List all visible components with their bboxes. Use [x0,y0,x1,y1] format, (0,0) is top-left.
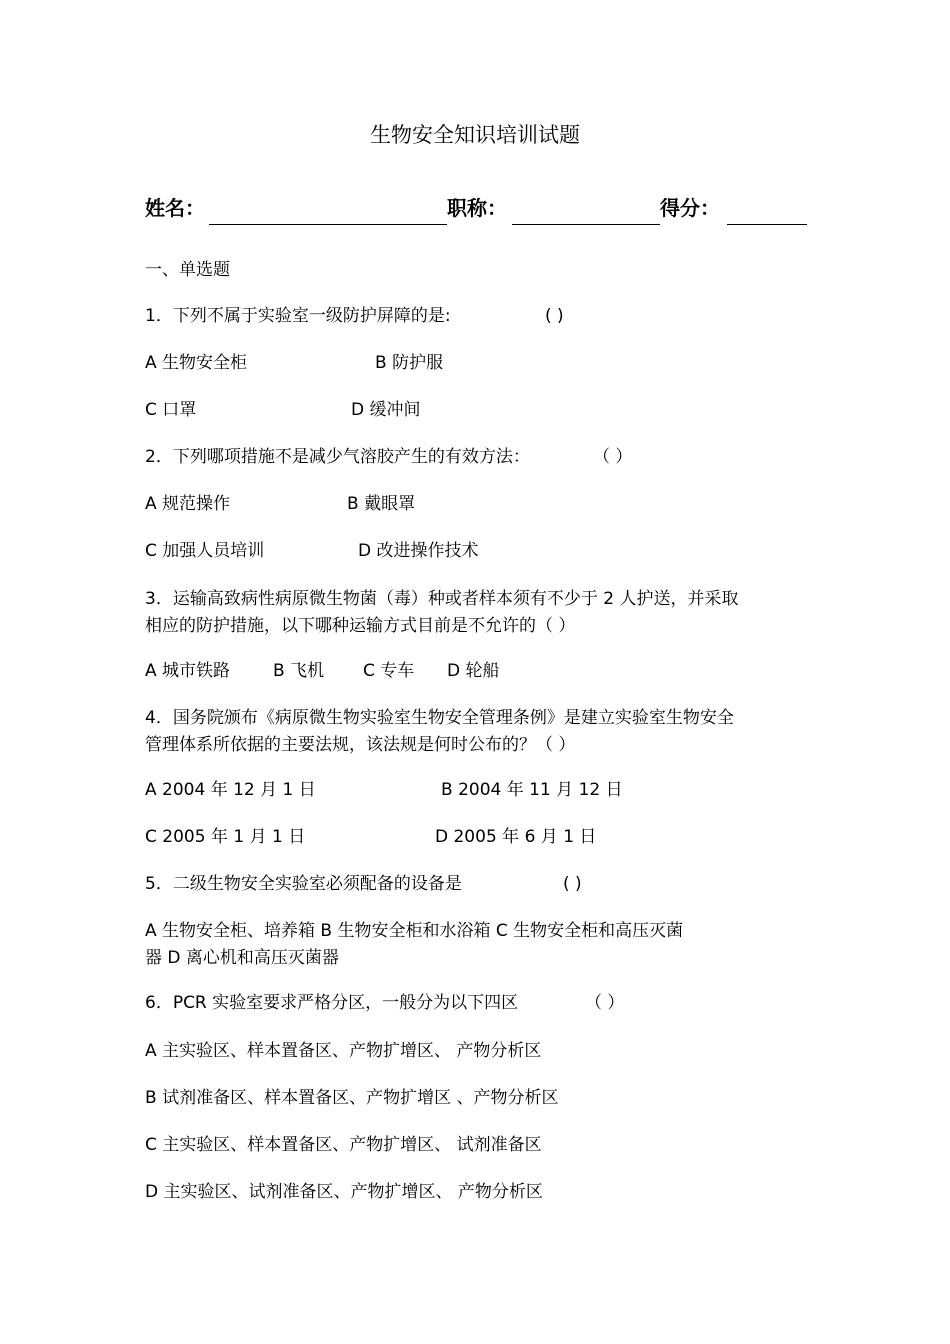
q6-option-a[interactable]: A 主实验区、样本置备区、产物扩增区、 产物分析区 [145,1041,542,1061]
question-4-stem-line-1: 4．国务院颁布《病原微生物实验室生物安全管理条例》是建立实验室生物安全 [145,708,734,728]
q3-option-d[interactable]: D 轮船 [447,661,500,681]
q4-option-d[interactable]: D 2005 年 6 月 1 日 [435,827,597,847]
q4-option-a[interactable]: A 2004 年 12 月 1 日 [145,780,316,800]
question-2-answer-paren[interactable]: （ ） [593,447,633,467]
question-3-stem-line-1: 3．运输高致病性病原微生物菌（毒）种或者样本须有不少于 2 人护送，并采取 [145,589,739,609]
question-5-stem [145,871,582,897]
q1-option-c[interactable]: C 口罩 [145,400,197,420]
q2-option-b[interactable]: B 戴眼罩 [347,494,416,514]
question-1-stem [145,303,564,329]
question-5-answer-paren[interactable]: ( ) [563,874,582,894]
q3-option-b[interactable]: B 飞机 [273,661,325,681]
question-1-text: 1．下列不属于实验室一级防护屏障的是: [145,306,451,326]
q1-option-d[interactable]: D 缓冲间 [351,400,421,420]
question-2-stem [145,444,633,470]
question-3-stem-line-2: 相应的防护措施，以下哪种运输方式目前是不允许的（ ） [145,616,576,636]
question-5-text: 5．二级生物安全实验室必须配备的设备是 [145,874,462,894]
name-blank[interactable] [209,224,447,225]
q2-option-a[interactable]: A 规范操作 [145,494,231,514]
question-2-text: 2．下列哪项措施不是减少气溶胶产生的有效方法： [145,447,530,467]
question-6-stem [145,990,625,1016]
q4-option-b[interactable]: B 2004 年 11 月 12 日 [441,780,623,800]
title-blank[interactable] [512,224,660,225]
section-heading: 一、单选题 [145,260,230,280]
document-title: 生物安全知识培训试题 [370,123,580,147]
q3-option-a[interactable]: A 城市铁路 [145,661,231,681]
question-5-options-line-1[interactable]: A 生物安全柜、培养箱 B 生物安全柜和水浴箱 C 生物安全柜和高压灭菌 [145,921,684,941]
question-6-text: 6．PCR 实验室要求严格分区，一般分为以下四区 [145,993,519,1013]
score-label: 得分： [660,196,720,220]
q2-option-c[interactable]: C 加强人员培训 [145,541,265,561]
q6-option-d[interactable]: D 主实验区、试剂准备区、产物扩增区、 产物分析区 [145,1182,543,1202]
q1-option-b[interactable]: B 防护服 [375,353,444,373]
question-6-answer-paren[interactable]: （ ） [585,993,625,1013]
q2-option-d[interactable]: D 改进操作技术 [358,541,479,561]
q6-option-c[interactable]: C 主实验区、样本置备区、产物扩增区、 试剂准备区 [145,1135,542,1155]
q1-option-a[interactable]: A 生物安全柜 [145,353,248,373]
q6-option-b[interactable]: B 试剂准备区、样本置备区、产物扩增区 、产物分析区 [145,1088,559,1108]
q4-option-c[interactable]: C 2005 年 1 月 1 日 [145,827,306,847]
score-blank[interactable] [727,224,807,225]
question-5-options-line-2[interactable]: 器 D 离心机和高压灭菌器 [145,948,339,968]
question-4-stem-line-2: 管理体系所依据的主要法规，该法规是何时公布的？（ ） [145,735,576,755]
title-label: 职称： [447,196,507,220]
name-label: 姓名： [145,196,205,220]
q3-option-c[interactable]: C 专车 [363,661,415,681]
question-1-answer-paren[interactable]: ( ) [545,306,564,326]
